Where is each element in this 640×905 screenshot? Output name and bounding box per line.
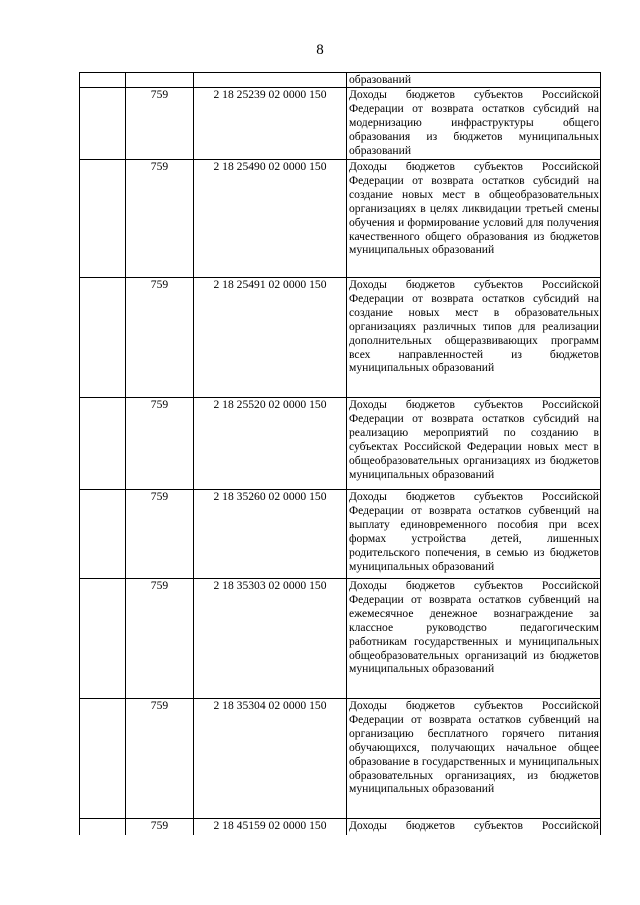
table-row xyxy=(80,579,601,699)
description-cell: Доходы бюджетов субъектов Российской Федерации от возврата остатков субвенций на организацию бесплатного горячего питания обучающихся, получающих начальное общее образование в государственных и муниципальных образовательных организациях, из бюджетов муниципальных образований xyxy=(347,699,601,819)
description-cell: Доходы бюджетов субъектов Российской xyxy=(347,819,601,835)
budget-code-cell: 2 18 35303 02 0000 150 xyxy=(194,579,347,699)
admin-code-cell: 759 xyxy=(126,699,194,819)
empty-cell xyxy=(80,278,126,398)
description-cell: Доходы бюджетов субъектов Российской Федерации от возврата остатков субсидий на модернизацию инфраструктуры общего образования из бюджетов муниципальных образований xyxy=(347,88,601,160)
budget-code-cell xyxy=(194,73,347,88)
admin-code-cell: 759 xyxy=(126,398,194,490)
empty-cell xyxy=(80,579,126,699)
table-row xyxy=(80,699,601,819)
description-cell: образований xyxy=(347,73,601,88)
page-number: 8 xyxy=(316,42,324,58)
budget-code-cell: 2 18 25490 02 0000 150 xyxy=(194,160,347,278)
admin-code-cell xyxy=(126,73,194,88)
budget-code-cell: 2 18 25239 02 0000 150 xyxy=(194,88,347,160)
budget-code-cell: 2 18 25491 02 0000 150 xyxy=(194,278,347,398)
budget-code-cell: 2 18 45159 02 0000 150 xyxy=(194,819,347,835)
empty-cell xyxy=(80,699,126,819)
admin-code-cell: 759 xyxy=(126,819,194,835)
empty-cell xyxy=(80,73,126,88)
empty-cell xyxy=(80,88,126,160)
table-row xyxy=(80,88,601,160)
admin-code-cell: 759 xyxy=(126,278,194,398)
table-row-continuation xyxy=(80,73,601,88)
description-cell: Доходы бюджетов субъектов Российской Федерации от возврата остатков субвенций на ежемесячное денежное вознаграждение за классное руководство педагогическим работникам государственных и муниципальных общеобразовательных организаций из бюджетов муниципальных образований xyxy=(347,579,601,699)
table-row xyxy=(80,398,601,490)
empty-cell xyxy=(80,398,126,490)
admin-code-cell: 759 xyxy=(126,579,194,699)
table-row xyxy=(80,278,601,398)
empty-cell xyxy=(80,160,126,278)
admin-code-cell: 759 xyxy=(126,490,194,579)
empty-cell xyxy=(80,819,126,835)
budget-code-cell: 2 18 35304 02 0000 150 xyxy=(194,699,347,819)
description-cell: Доходы бюджетов субъектов Российской Федерации от возврата остатков субсидий на создание новых мест в образовательных организациях различных типов для реализации дополнительных общеразвивающих программ всех направленностей из бюджетов муниципальных образований xyxy=(347,278,601,398)
table-row xyxy=(80,160,601,278)
description-cell: Доходы бюджетов субъектов Российской Федерации от возврата остатков субсидий на создание новых мест в общеобразовательных организациях в целях ликвидации третьей смены обучения и формирование условий для получения качественного общего образования из бюджетов муниципальных образований xyxy=(347,160,601,278)
admin-code-cell: 759 xyxy=(126,160,194,278)
budget-code-cell: 2 18 25520 02 0000 150 xyxy=(194,398,347,490)
budget-revenue-table xyxy=(79,72,601,835)
admin-code-cell: 759 xyxy=(126,88,194,160)
description-cell: Доходы бюджетов субъектов Российской Федерации от возврата остатков субвенций на выплату единовременного пособия при всех формах устройства детей, лишенных родительского попечения, в семью из бюджетов муниципальных образований xyxy=(347,490,601,579)
table-row xyxy=(80,819,601,835)
budget-code-cell: 2 18 35260 02 0000 150 xyxy=(194,490,347,579)
description-cell: Доходы бюджетов субъектов Российской Федерации от возврата остатков субсидий на реализацию мероприятий по созданию в субъектах Российской Федерации новых мест в общеобразовательных организациях из бюджетов муниципальных образований xyxy=(347,398,601,490)
empty-cell xyxy=(80,490,126,579)
table-row xyxy=(80,490,601,579)
